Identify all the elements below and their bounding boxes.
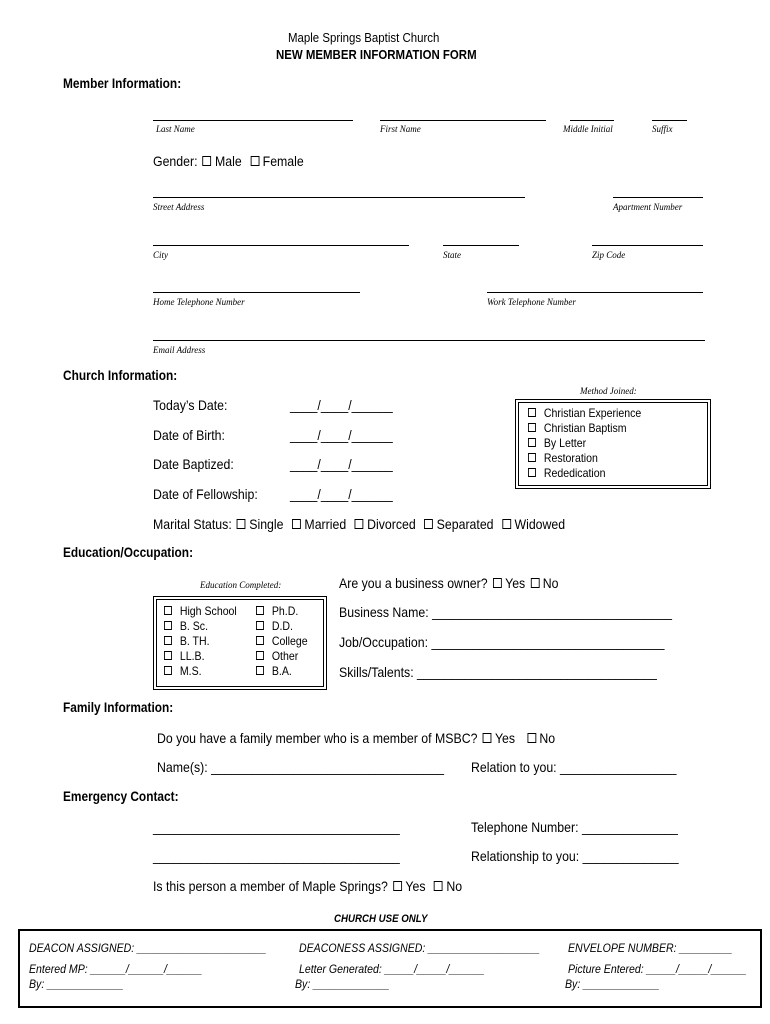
female-label: Female (262, 153, 304, 169)
deacon-assigned-field[interactable]: DEACON ASSIGNED: ______________________ (29, 941, 267, 955)
business-owner-row: Are you a business owner? Yes No (339, 575, 559, 591)
gender-label: Gender: (153, 153, 198, 169)
emergency-yes-checkbox[interactable] (393, 881, 402, 891)
education-item[interactable]: LL.B. (164, 649, 237, 664)
method-checkbox[interactable] (528, 438, 536, 447)
form-title: NEW MEMBER INFORMATION FORM (276, 47, 477, 62)
education-section-heading: Education/Occupation: (63, 545, 194, 560)
method-item[interactable]: Rededication (528, 466, 641, 481)
job-occupation-field[interactable]: Job/Occupation: __________________________________ (339, 634, 665, 650)
education-item[interactable]: B.A. (256, 664, 308, 679)
education-checkbox[interactable] (256, 651, 264, 660)
church-use-title: CHURCH USE ONLY (334, 913, 428, 925)
education-checkbox[interactable] (164, 621, 172, 630)
family-yes-checkbox[interactable] (483, 733, 492, 743)
suffix-field[interactable] (652, 120, 687, 121)
method-item[interactable]: Christian Baptism (528, 421, 641, 436)
business-owner-no-checkbox[interactable] (530, 578, 539, 588)
date-of-birth-label: Date of Birth: (153, 427, 225, 443)
date-fellowship-label: Date of Fellowship: (153, 486, 258, 502)
city-label: City (153, 250, 168, 260)
family-member-question: Do you have a family member who is a member of MSBC? (157, 730, 478, 746)
business-owner-question: Are you a business owner? (339, 575, 488, 591)
education-checkbox[interactable] (256, 606, 264, 615)
emergency-relationship-field[interactable]: Relationship to you: ______________ (471, 848, 679, 864)
widowed-checkbox[interactable] (502, 519, 511, 529)
date-baptized-label: Date Baptized: (153, 456, 234, 472)
emergency-section-heading: Emergency Contact: (63, 789, 179, 804)
zip-field[interactable] (592, 245, 703, 246)
separated-checkbox[interactable] (424, 519, 433, 529)
male-checkbox[interactable] (203, 156, 212, 166)
method-item[interactable]: Restoration (528, 451, 641, 466)
business-owner-yes-checkbox[interactable] (493, 578, 502, 588)
method-joined-box (515, 399, 711, 489)
education-item[interactable]: Ph.D. (256, 604, 308, 619)
todays-date-field[interactable]: ____/____/______ (290, 397, 393, 413)
family-names-field[interactable]: Name(s): __________________________________ (157, 759, 445, 775)
first-name-label: First Name (380, 124, 421, 134)
church-use-box (18, 929, 762, 1008)
method-joined-title: Method Joined: (580, 386, 637, 396)
family-member-row: Do you have a family member who is a member of MSBC? Yes No (157, 730, 556, 746)
education-item[interactable]: Other (256, 649, 308, 664)
home-phone-label: Home Telephone Number (153, 297, 245, 307)
state-label: State (443, 250, 461, 260)
married-checkbox[interactable] (292, 519, 301, 529)
method-item[interactable]: By Letter (528, 436, 641, 451)
date-fellowship-field[interactable]: ____/____/______ (290, 486, 393, 502)
emergency-name-field[interactable]: ____________________________________ (153, 819, 400, 835)
female-checkbox[interactable] (250, 156, 259, 166)
work-phone-label: Work Telephone Number (487, 297, 576, 307)
education-item[interactable]: College (256, 634, 308, 649)
city-field[interactable] (153, 245, 409, 246)
method-checkbox[interactable] (528, 423, 536, 432)
last-name-label: Last Name (156, 124, 195, 134)
education-box (153, 596, 327, 690)
method-checkbox[interactable] (528, 408, 536, 417)
emergency-member-question: Is this person a member of Maple Springs? (153, 878, 388, 894)
zip-label: Zip Code (592, 250, 626, 260)
education-checkbox[interactable] (164, 666, 172, 675)
entered-mp-field[interactable]: Entered MP: ______/______/______ (29, 962, 203, 976)
home-phone-field[interactable] (153, 292, 360, 293)
education-col2 (256, 604, 308, 679)
emergency-no-checkbox[interactable] (434, 881, 443, 891)
marital-status-label: Marital Status: (153, 516, 232, 532)
education-checkbox[interactable] (256, 621, 264, 630)
education-checkbox[interactable] (164, 606, 172, 615)
method-checkbox[interactable] (528, 468, 536, 477)
street-address-label: Street Address (153, 202, 205, 212)
education-col1 (164, 604, 237, 679)
family-no-checkbox[interactable] (527, 733, 536, 743)
entered-by-field[interactable]: By: _____________ (29, 977, 124, 991)
emergency-member-row: Is this person a member of Maple Springs? Yes No (153, 878, 463, 894)
letter-by-field[interactable]: By: _____________ (295, 977, 390, 991)
letter-generated-field[interactable]: Letter Generated: _____/_____/______ (299, 962, 485, 976)
church-name: Maple Springs Baptist Church (288, 30, 440, 45)
emergency-name-field-2[interactable]: ____________________________________ (153, 848, 400, 864)
family-relation-field[interactable]: Relation to you: _________________ (471, 759, 677, 775)
work-phone-field[interactable] (487, 292, 703, 293)
education-checkbox[interactable] (164, 636, 172, 645)
male-label: Male (215, 153, 242, 169)
picture-by-field[interactable]: By: _____________ (565, 977, 660, 991)
education-item[interactable]: B. TH. (164, 634, 237, 649)
gender-row (153, 153, 304, 169)
emergency-telephone-field[interactable]: Telephone Number: ______________ (471, 819, 678, 835)
todays-date-label: Today’s Date: (153, 397, 228, 413)
date-baptized-field[interactable]: ____/____/______ (290, 456, 393, 472)
state-field[interactable] (443, 245, 519, 246)
method-checkbox[interactable] (528, 453, 536, 462)
education-item[interactable]: D.D. (256, 619, 308, 634)
education-checkbox[interactable] (256, 666, 264, 675)
family-section-heading: Family Information: (63, 700, 174, 715)
member-section-heading: Member Information: (63, 76, 182, 91)
education-item[interactable]: M.S. (164, 664, 237, 679)
envelope-number-field[interactable]: ENVELOPE NUMBER: _________ (568, 941, 733, 955)
education-item[interactable]: B. Sc. (164, 619, 237, 634)
apartment-label: Apartment Number (613, 202, 683, 212)
deaconess-assigned-field[interactable]: DEACONESS ASSIGNED: ___________________ (299, 941, 540, 955)
last-name-field[interactable] (153, 120, 353, 121)
business-name-field[interactable]: Business Name: ___________________________________ (339, 604, 672, 620)
date-of-birth-field[interactable]: ____/____/______ (290, 427, 393, 443)
apartment-field[interactable] (613, 197, 703, 198)
education-checkbox[interactable] (256, 636, 264, 645)
divorced-checkbox[interactable] (355, 519, 364, 529)
picture-entered-field[interactable]: Picture Entered: _____/_____/______ (568, 962, 747, 976)
first-name-field[interactable] (380, 120, 546, 121)
email-field[interactable] (153, 340, 705, 341)
church-section-heading: Church Information: (63, 368, 178, 383)
street-address-field[interactable] (153, 197, 525, 198)
marital-status-row: Marital Status: Single Married Divorced Separated Widowed (153, 516, 566, 532)
education-item[interactable]: High School (164, 604, 237, 619)
single-checkbox[interactable] (237, 519, 246, 529)
education-checkbox[interactable] (164, 651, 172, 660)
method-list (528, 406, 641, 481)
middle-initial-field[interactable] (570, 120, 614, 121)
middle-initial-label: Middle Initial (563, 124, 613, 134)
method-item[interactable]: Christian Experience (528, 406, 641, 421)
skills-talents-field[interactable]: Skills/Talents: ___________________________________ (339, 664, 657, 680)
education-completed-title: Education Completed: (200, 580, 282, 590)
suffix-label: Suffix (652, 124, 673, 134)
email-label: Email Address (153, 345, 206, 355)
